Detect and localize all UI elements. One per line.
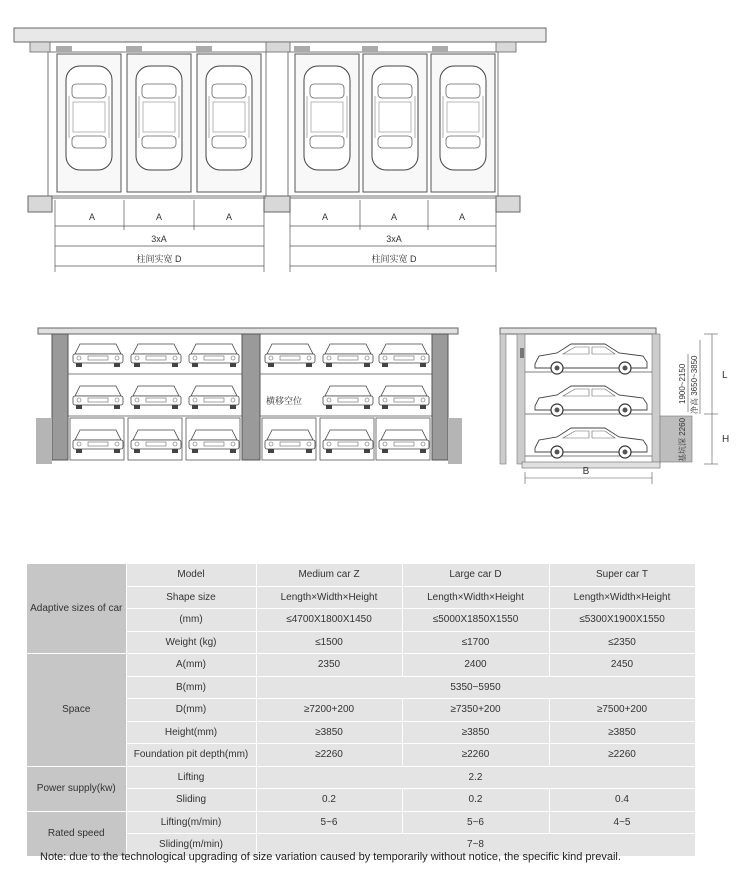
cell: 5350~5950: [256, 676, 695, 699]
header-medium-car: Medium car Z: [256, 564, 402, 586]
cell: ≤1500: [256, 631, 402, 654]
row-label: Sliding(m/min): [126, 834, 256, 857]
top-plan-view: [14, 28, 546, 272]
dim-total-d: 柱间实宽 D: [136, 254, 182, 264]
row-label: Foundation pit depth(mm): [126, 744, 256, 767]
row-label: Weight (kg): [126, 631, 256, 654]
dim-3xa: 3xA: [151, 234, 167, 244]
label-b: B: [582, 466, 590, 477]
dim-a: A: [458, 212, 466, 222]
dim-a: A: [88, 212, 96, 222]
table-row: [27, 631, 695, 654]
dim-clear-height: 净高 3650~3850: [690, 355, 699, 414]
cell: 4~5: [549, 811, 695, 834]
cell: ≤5300X1900X1550: [549, 609, 695, 632]
cell: 5~6: [256, 811, 402, 834]
plan-pallets: [57, 54, 495, 192]
cell: ≥3850: [256, 721, 402, 744]
row-label: Shape size: [126, 586, 256, 609]
table-row: [27, 654, 695, 677]
footnote: Note: due to the technological upgrading of size variation caused by temporarily without notice, the specific kind prevail.: [40, 851, 621, 863]
cell: ≤1700: [402, 631, 549, 654]
cell: 2400: [402, 654, 549, 677]
table-row: [27, 789, 695, 812]
cell: 7~8: [256, 834, 695, 857]
row-label: Lifting: [126, 766, 256, 789]
table-row: [27, 744, 695, 767]
row-label: B(mm): [126, 676, 256, 699]
dim-a: A: [390, 212, 398, 222]
table-row: [27, 811, 695, 834]
cell: 5~6: [402, 811, 549, 834]
table-row: [27, 699, 695, 722]
cell: ≥2260: [256, 744, 402, 767]
dim-3xa: 3xA: [386, 234, 402, 244]
group-power-supply: Power supply(kw): [27, 766, 126, 811]
row-label: A(mm): [126, 654, 256, 677]
dim-pit-depth: 基坑深 2260: [678, 417, 687, 462]
table-row: [27, 766, 695, 789]
table-row: [27, 721, 695, 744]
row-label: Lifting(m/min): [126, 811, 256, 834]
front-elevation: [36, 328, 462, 464]
cell: ≥7200+200: [256, 699, 402, 722]
table-row: [27, 676, 695, 699]
cell: ≥2260: [549, 744, 695, 767]
cell: ≤5000X1850X1550: [402, 609, 549, 632]
header-model: Model: [126, 564, 256, 586]
cell: 2450: [549, 654, 695, 677]
cell: 0.2: [402, 789, 549, 812]
label-h: H: [722, 434, 730, 445]
dim-a: A: [321, 212, 329, 222]
group-rated-speed: Rated speed: [27, 811, 126, 856]
group-adaptive-sizes: Adaptive sizes of car: [27, 564, 126, 654]
dim-total-d: 柱间实宽 D: [371, 254, 417, 264]
cell: Length×Width×Height: [549, 586, 695, 609]
header-large-car: Large car D: [402, 564, 549, 586]
header-super-car: Super car T: [549, 564, 695, 586]
label-l: L: [722, 370, 728, 381]
cell: ≥2260: [402, 744, 549, 767]
row-label: Sliding: [126, 789, 256, 812]
cell: ≤4700X1800X1450: [256, 609, 402, 632]
table-row: [27, 564, 695, 586]
cell: 2350: [256, 654, 402, 677]
dim-a: A: [225, 212, 233, 222]
dim-a: A: [155, 212, 163, 222]
cell: 0.4: [549, 789, 695, 812]
cell: ≥3850: [402, 721, 549, 744]
shift-empty-space-label: 横移空位: [266, 396, 303, 406]
cell: Length×Width×Height: [256, 586, 402, 609]
table-row: [27, 586, 695, 609]
cell: 2.2: [256, 766, 695, 789]
table-row: [27, 609, 695, 632]
cell: ≥7500+200: [549, 699, 695, 722]
side-section: [500, 328, 729, 484]
cell: Length×Width×Height: [402, 586, 549, 609]
row-label: (mm): [126, 609, 256, 632]
dim-level-height: 1900~2150: [678, 363, 687, 404]
cell: 0.2: [256, 789, 402, 812]
cell: ≤2350: [549, 631, 695, 654]
row-label: D(mm): [126, 699, 256, 722]
spec-table: [27, 564, 696, 857]
cell: ≥7350+200: [402, 699, 549, 722]
group-space: Space: [27, 654, 126, 767]
row-label: Height(mm): [126, 721, 256, 744]
cell: ≥3850: [549, 721, 695, 744]
